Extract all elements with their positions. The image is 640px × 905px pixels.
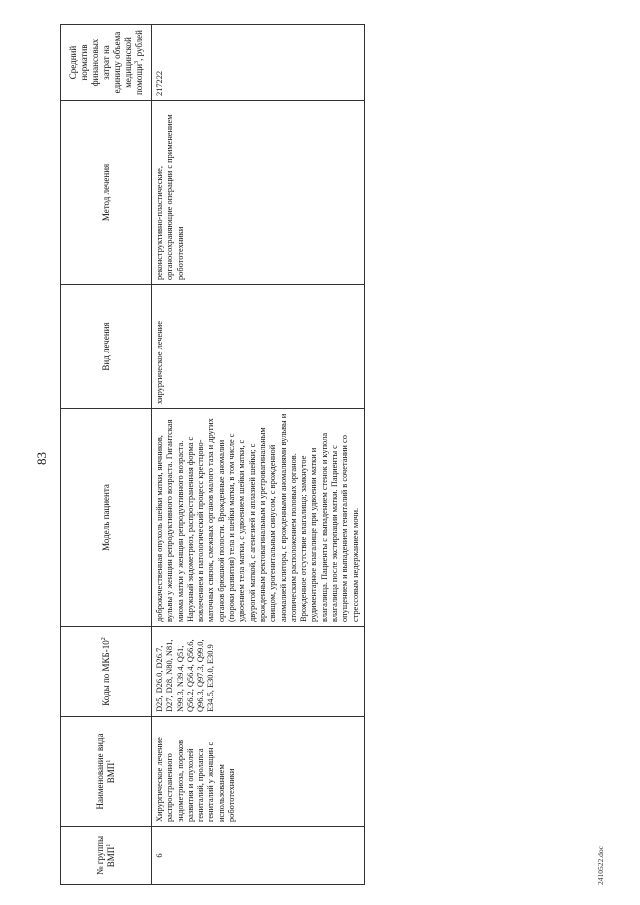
header-treatment-method: Метод лечения <box>61 101 152 285</box>
table-header-row <box>61 25 152 885</box>
document-code: 2410522.doc <box>596 846 605 885</box>
header-patient-model: Модель пациента <box>61 409 152 627</box>
cell-group-number: 6 <box>152 827 365 885</box>
cell-vmp-name: Хирургическое лечение распространенного эндометриоза, пороков развития и опухолей гениталий, пролапса гениталий у женщин с использованием робототехники <box>152 717 365 827</box>
table-row <box>152 25 365 885</box>
header-average-cost: Средний норматив финансовых затрат на единицу объема медицинской помощи$^3$, рублей <box>61 25 152 101</box>
header-icd-codes: Коды по МКБ-$10^2$ <box>61 627 152 717</box>
cell-patient-model: доброкачественная опухоль шейки матки, яичников, вульвы у женщин репродуктивного возраста. Гигантская миома матки у женщин репродуктивного возраста. Наружный эндометриоз, распространенная форма с вовлечением в патологический процесс крестцово-маточных связок, смежных органов малого таза и других органов брюшной полости. Врожденные аномалии (пороки развития) тела и шейки матки, в том числе с удвоением тела матки, с удвоением шейки матки, с двурогой маткой, с агенезией и аплазией шейки; с врожденным ректовагинальным и уретровагинальным свищом, урогенитальным синусом, с врожденной аномалией клитора, с врожденными аномалиями вульвы и атопическим расположением половых органов. Врожденное отсутствие влагалища; замкнутое рудиментарное влагалище при удвоении матки и влагалища. Пациенты с выпадением стенок и купола влагалища после экстирпации матки. Пациенты с опущением и выпадением гениталий в сочетании со стрессовым недержанием мочи. <box>152 409 365 627</box>
cell-icd-codes: D25, D26.0, D26.7, D27, D28, N80, N81, N99.3, N39.4, Q51, Q56.2, Q56.4, Q56.6, Q96.3, Q97.3, Q99.0, E34.5, E30.0, E30.9 <box>152 627 365 717</box>
vmp-table <box>60 24 365 885</box>
page-number: 83 <box>34 452 49 465</box>
cell-treatment-type: хирургическое лечение <box>152 285 365 409</box>
header-group-number: № группы ВМП$^1$ <box>61 827 152 885</box>
header-vmp-name: Наименование вида ВМП$^1$ <box>61 717 152 827</box>
cell-treatment-method: реконструктивно-пластические, органосохраняющие операции с применением робототехники <box>152 101 365 285</box>
cell-average-cost: 217222 <box>152 25 365 101</box>
header-treatment-type: Вид лечения <box>61 285 152 409</box>
